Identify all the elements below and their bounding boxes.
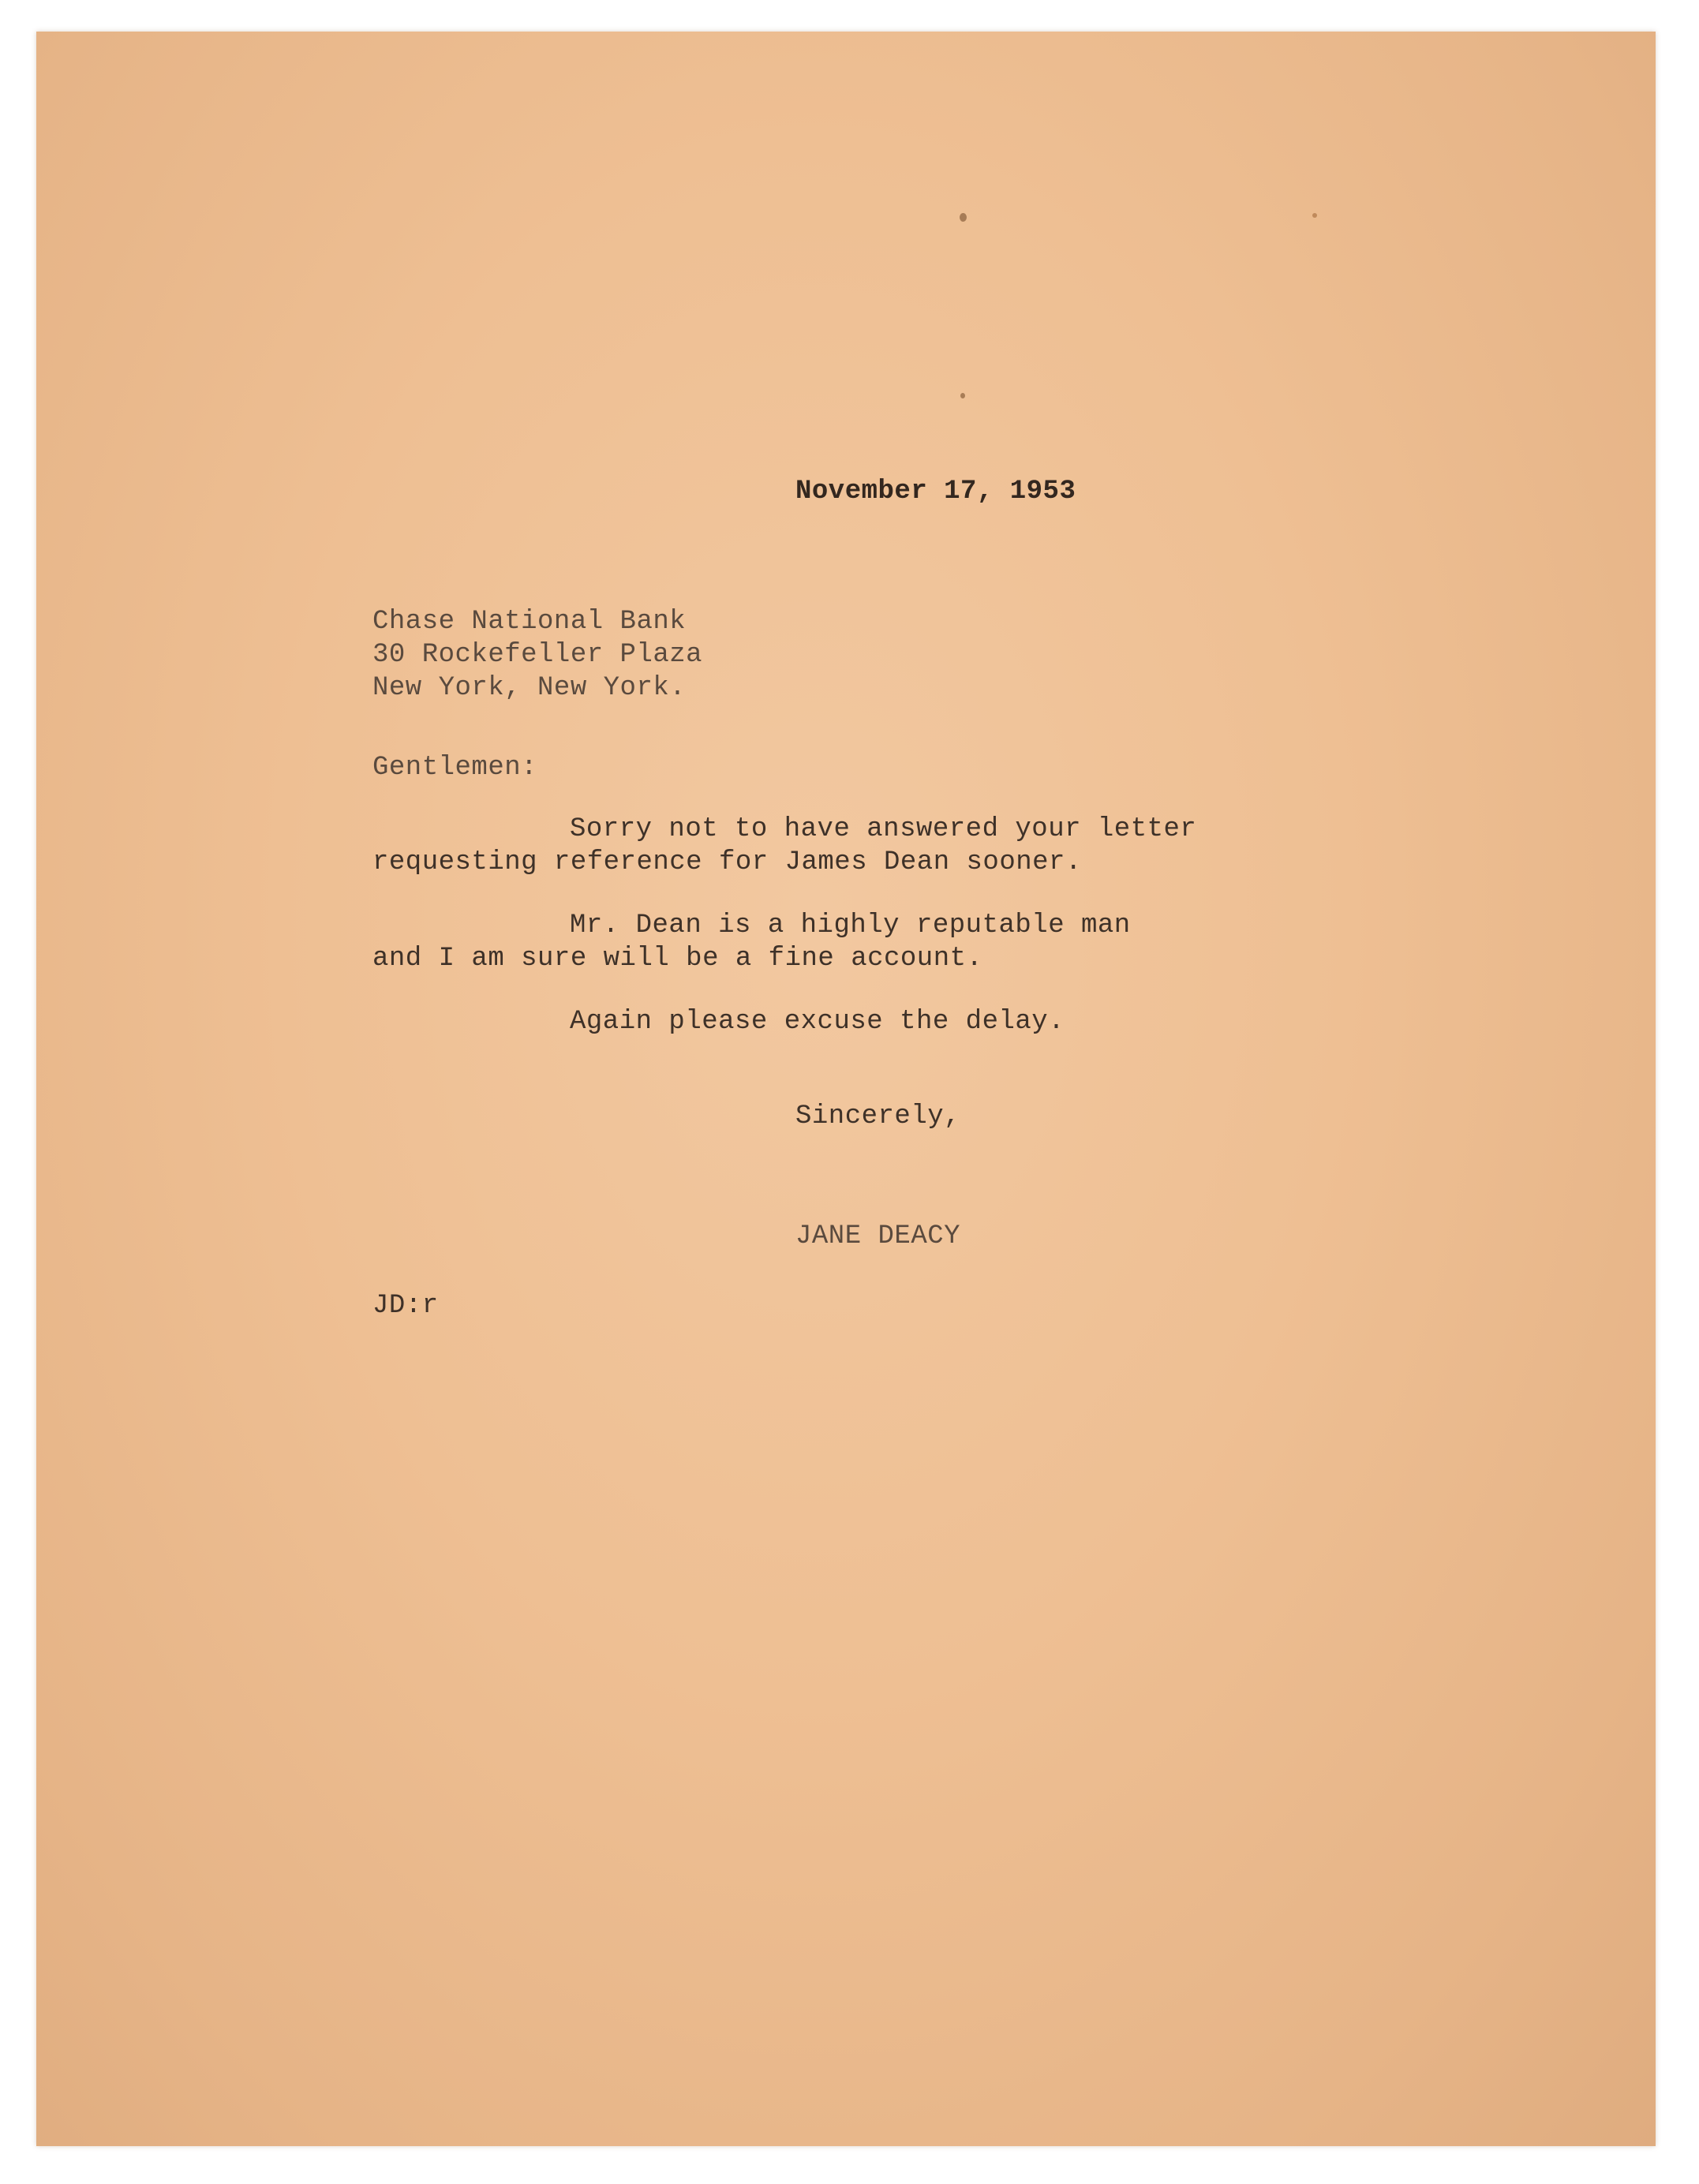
signature-name: JANE DEACY: [795, 1221, 961, 1251]
salutation: Gentlemen:: [372, 753, 538, 783]
recipient-street: 30 Rockefeller Plaza: [372, 640, 703, 670]
paragraph-1-line-1: Sorry not to have answered your letter: [570, 814, 1197, 844]
paragraph-2-line-1: Mr. Dean is a highly reputable man: [570, 911, 1131, 941]
letter-page: [36, 32, 1656, 2146]
recipient-name: Chase National Bank: [372, 607, 687, 637]
paragraph-1-line-2: requesting reference for James Dean sooner.: [372, 847, 1082, 877]
paper-blemish: [960, 393, 965, 398]
recipient-city: New York, New York.: [372, 673, 687, 703]
reference-initials: JD:r: [372, 1291, 439, 1321]
paper-blemish: [1312, 213, 1317, 218]
paragraph-3: Again please excuse the delay.: [570, 1007, 1065, 1037]
letter-date: November 17, 1953: [795, 477, 1076, 507]
paragraph-2-line-2: and I am sure will be a fine account.: [372, 944, 983, 974]
paper-blemish: [960, 213, 967, 222]
closing: Sincerely,: [795, 1101, 961, 1131]
